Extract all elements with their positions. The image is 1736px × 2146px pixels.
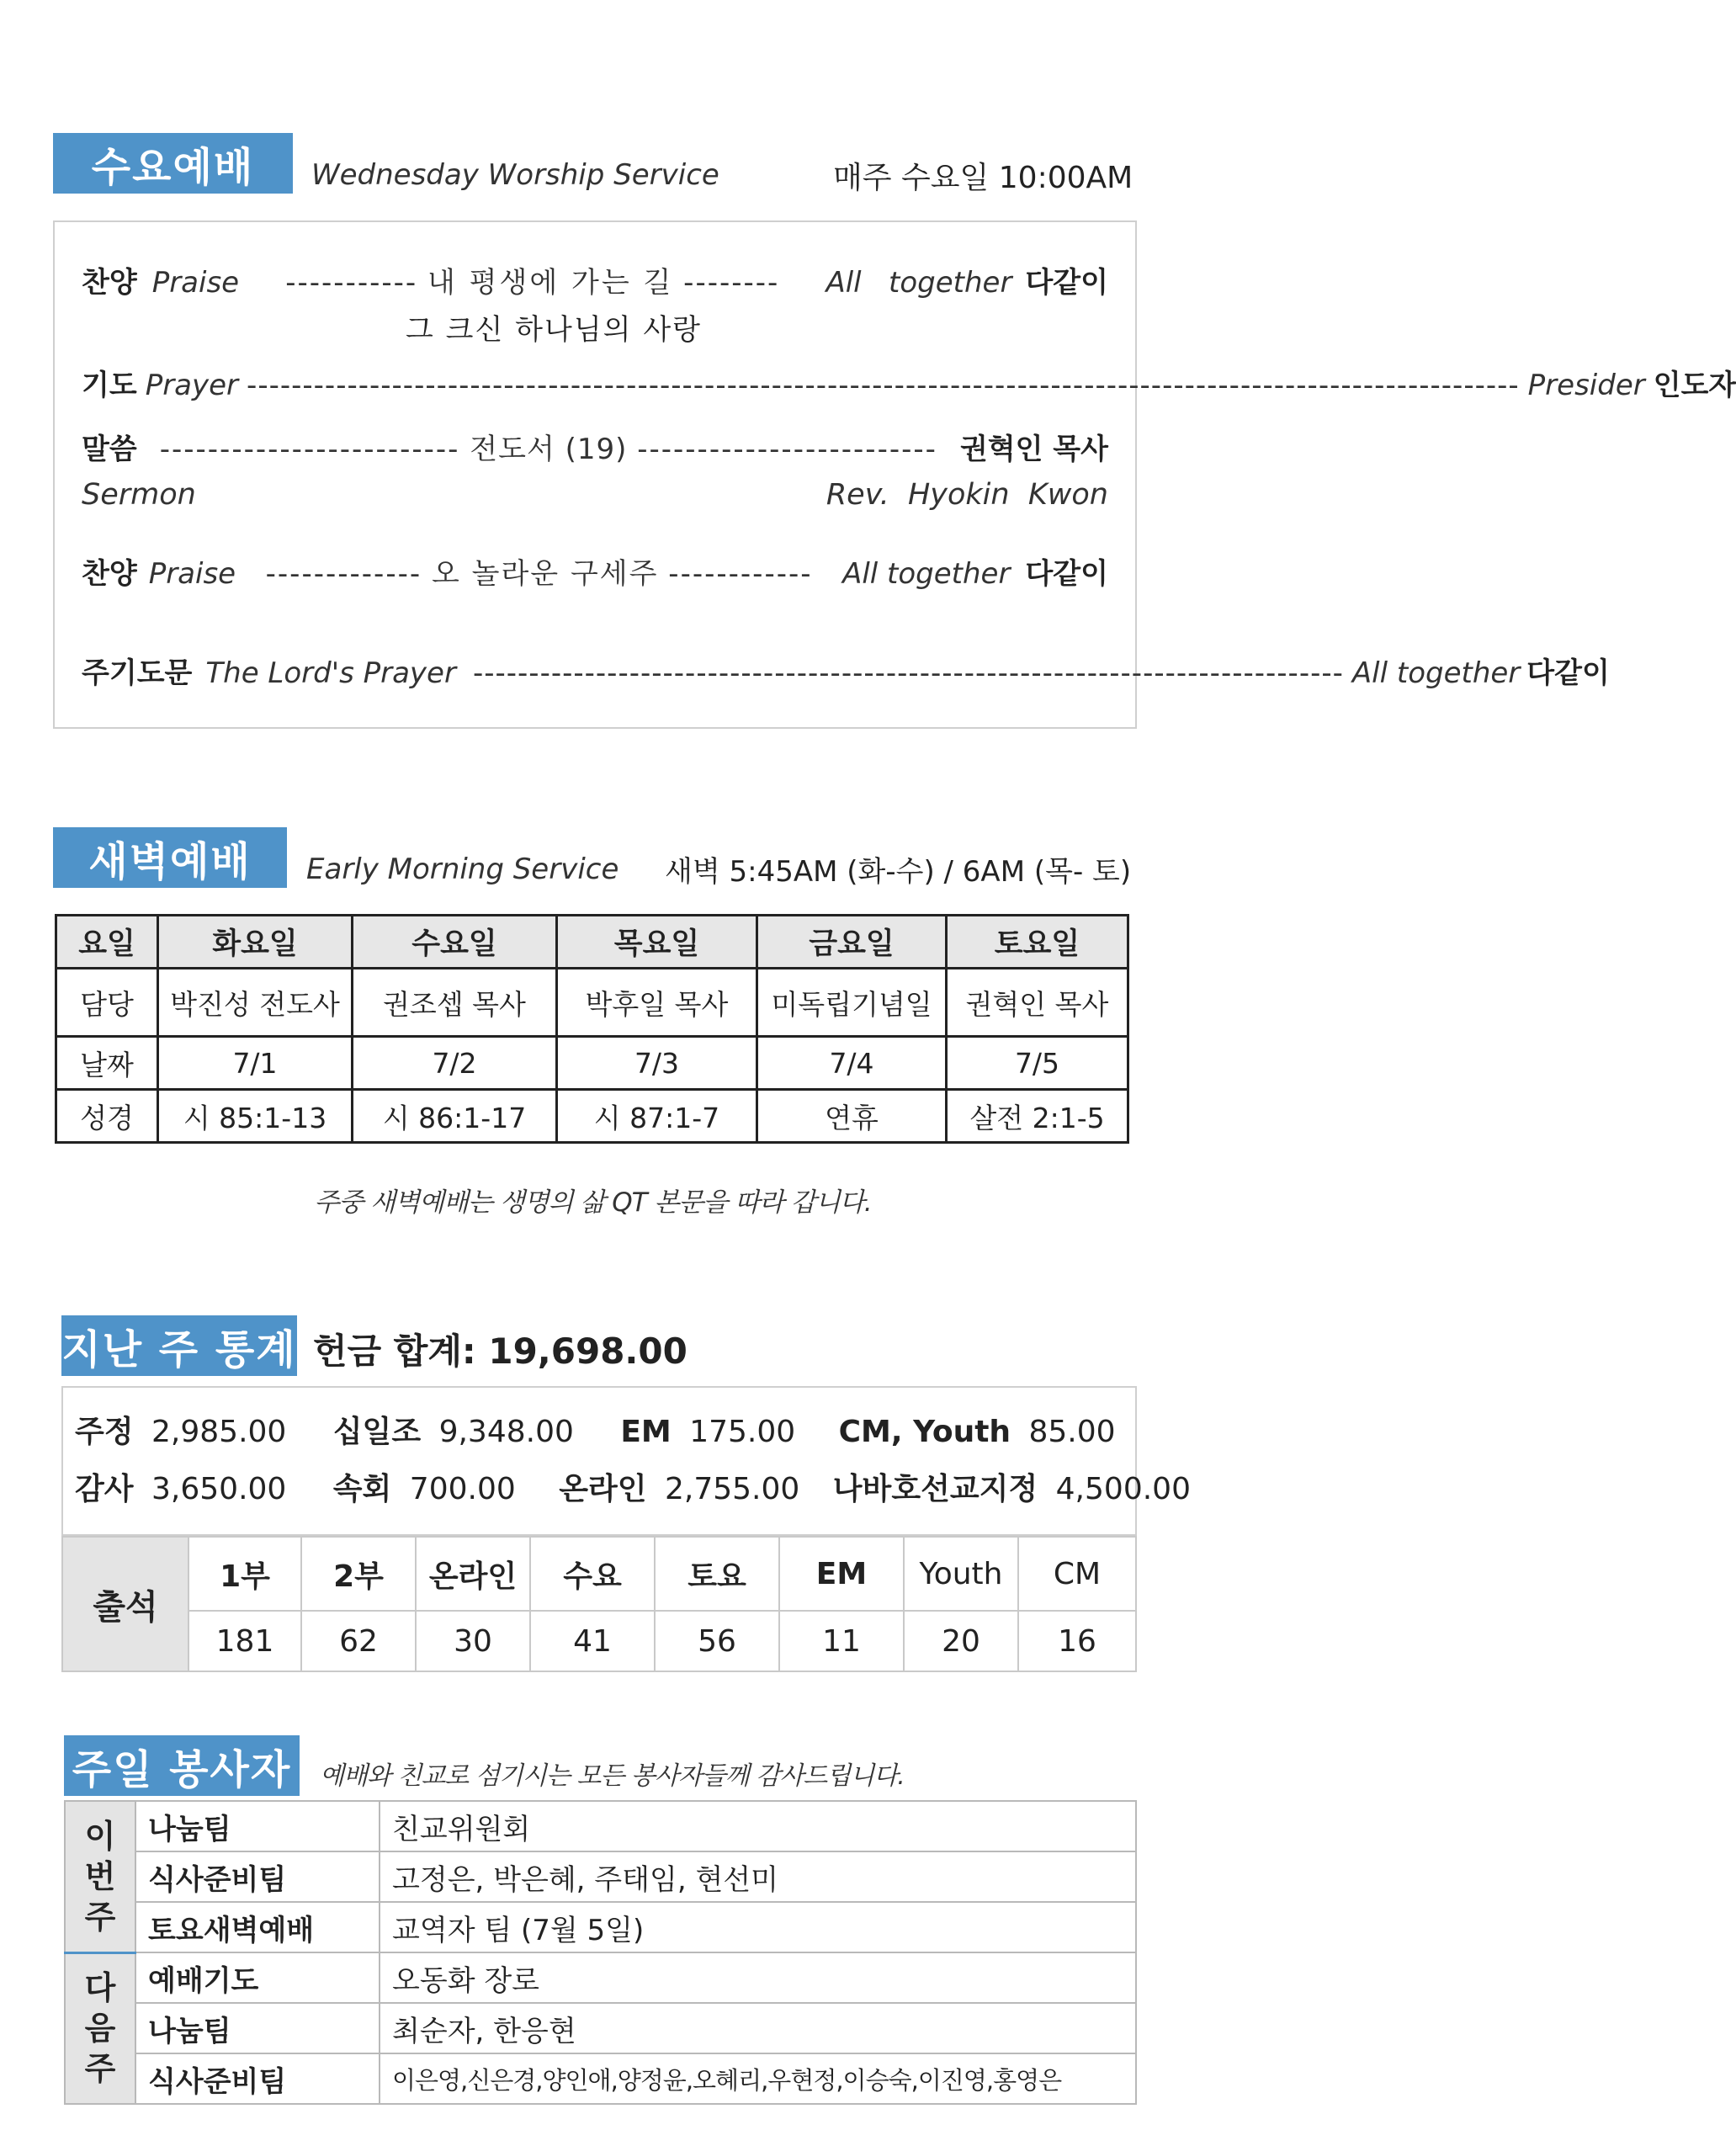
hymn-title: 오 놀라운 구세주 xyxy=(431,557,659,591)
volunteer-role: 나눔팀 xyxy=(135,1801,380,1851)
table-cell: 성경 xyxy=(56,1090,158,1143)
wednesday-subtitle: Wednesday Worship Service xyxy=(311,158,719,192)
table-cell: 7/1 xyxy=(158,1037,353,1090)
offering-label: 감사 xyxy=(75,1472,134,1506)
offering-value: 175.00 xyxy=(689,1415,796,1449)
dash-leader: ------------------------------------------------------------------------------ xyxy=(472,656,1344,690)
hymn-title: 내 평생에 가는 길 xyxy=(427,266,674,300)
table-cell: 박진성 전도사 xyxy=(158,969,353,1037)
program-prayer xyxy=(82,362,1736,403)
next-week-text: 다음주 xyxy=(84,1969,116,2088)
table-row xyxy=(65,2053,1136,2104)
table-row xyxy=(65,1952,1136,2003)
volunteer-role: 토요새벽예배 xyxy=(135,1902,380,1952)
item-en: Praise xyxy=(148,557,236,591)
wednesday-section-title: 수요예배 xyxy=(53,133,293,194)
item-en: The Lord's Prayer xyxy=(205,656,456,690)
table-cell: EM xyxy=(779,1537,904,1611)
table-cell: 7/4 xyxy=(757,1037,947,1090)
table-row xyxy=(65,2003,1136,2053)
dash-leader: ----------- 내 평생에 가는 길 -------- xyxy=(285,266,780,300)
item-role-ko: 다같이 xyxy=(1025,266,1108,300)
this-week-text: 이번주 xyxy=(84,1817,116,1936)
sermon-en: Sermon xyxy=(82,478,196,512)
table-cell: 62 xyxy=(301,1611,416,1671)
dawn-section-title: 새벽예배 xyxy=(53,827,287,888)
table-cell: CM xyxy=(1018,1537,1136,1611)
table-cell: 온라인 xyxy=(416,1537,530,1611)
volunteers-thanks: 예배와 친교로 섬기시는 모든 봉사자들께 감사드립니다. xyxy=(320,1761,905,1791)
table-cell: 16 xyxy=(1018,1611,1136,1671)
table-cell: 화요일 xyxy=(158,916,353,969)
table-cell: Youth xyxy=(904,1537,1018,1611)
volunteer-names: 오동화 장로 xyxy=(380,1952,1136,2003)
item-role-ko: 다같이 xyxy=(1025,557,1108,591)
table-row xyxy=(65,1851,1136,1902)
table-cell: 30 xyxy=(416,1611,530,1671)
offerings-box xyxy=(61,1386,1191,1536)
dawn-note: 주중 새벽예배는 생명의 삶 QT 본문을 따라 갑니다. xyxy=(314,1187,872,1218)
volunteer-names: 고정은, 박은혜, 주태임, 현선미 xyxy=(380,1851,1136,1902)
dash-leader: ------------------------- 전도서 (19) ------------------------- xyxy=(159,433,937,466)
table-row xyxy=(56,969,1128,1037)
offering-total-value: 19,698.00 xyxy=(488,1331,687,1372)
table-cell: 날짜 xyxy=(56,1037,158,1090)
offering-value: 700.00 xyxy=(409,1472,516,1506)
item-role-en: All together xyxy=(842,557,1011,591)
table-cell: 목요일 xyxy=(557,916,757,969)
table-cell: 토요 xyxy=(655,1537,779,1611)
table-row xyxy=(56,1037,1128,1090)
table-cell: 2부 xyxy=(301,1537,416,1611)
volunteer-role: 나눔팀 xyxy=(135,2003,380,2053)
dawn-schedule-table xyxy=(55,914,1129,1144)
wednesday-program-box xyxy=(53,220,1736,729)
volunteer-names: 교역자 팀 (7월 5일) xyxy=(380,1902,1136,1952)
attendance-label: 출석 xyxy=(62,1537,188,1671)
volunteer-names: 최순자, 한응현 xyxy=(380,2003,1136,2053)
dash-leader: ------------- 오 놀라운 구세주 ------------ xyxy=(265,557,813,591)
item-ko: 기도 xyxy=(82,369,137,402)
table-cell: 권혁인 목사 xyxy=(947,969,1128,1037)
item-role-ko: 인도자 xyxy=(1653,369,1736,402)
table-cell: 시 87:1-7 xyxy=(557,1090,757,1143)
offering-total-label: 헌금 합계: xyxy=(313,1331,476,1372)
item-ko: 찬양 xyxy=(82,266,137,300)
table-row xyxy=(65,1902,1136,1952)
offering-value: 85.00 xyxy=(1028,1415,1116,1449)
offering-label: 주정 xyxy=(75,1415,134,1449)
table-cell: 수요일 xyxy=(353,916,557,969)
offerings-row xyxy=(75,1465,1191,1508)
table-cell: 시 86:1-17 xyxy=(353,1090,557,1143)
item-ko: 주기도문 xyxy=(82,656,193,690)
item-ko: 말씀 xyxy=(82,433,137,466)
offering-label: 온라인 xyxy=(559,1472,647,1506)
volunteer-role: 예배기도 xyxy=(135,1952,380,2003)
next-week-label xyxy=(65,1952,135,2104)
wednesday-schedule: 매주 수요일 10:00AM xyxy=(833,161,1133,195)
table-header-row xyxy=(56,916,1128,969)
offering-label: CM, Youth xyxy=(838,1415,1011,1449)
program-praise-1 xyxy=(82,259,1108,300)
dash-leader: ------------------------------------------------------------------------------------------------------------------ xyxy=(247,369,1520,402)
offering-label: 십일조 xyxy=(332,1415,422,1449)
program-praise-2 xyxy=(82,550,1108,592)
table-cell: 연휴 xyxy=(757,1090,947,1143)
table-cell: 7/5 xyxy=(947,1037,1128,1090)
offering-value: 3,650.00 xyxy=(151,1472,287,1506)
offering-label: 속회 xyxy=(332,1472,392,1506)
table-cell: 1부 xyxy=(188,1537,301,1611)
offering-label: 나바호선교지정 xyxy=(832,1472,1038,1506)
volunteer-role: 식사준비팀 xyxy=(135,1851,380,1902)
volunteers-section-title: 주일 봉사자 xyxy=(64,1735,300,1796)
table-cell: 11 xyxy=(779,1611,904,1671)
table-cell: 181 xyxy=(188,1611,301,1671)
stats-section-title: 지난 주 통계 xyxy=(61,1315,297,1376)
table-cell: 담당 xyxy=(56,969,158,1037)
dawn-schedule: 새벽 5:45AM (화-수) / 6AM (목- 토) xyxy=(665,855,1132,889)
program-lords-prayer xyxy=(82,650,1610,691)
table-cell: 41 xyxy=(530,1611,655,1671)
table-cell: 토요일 xyxy=(947,916,1128,969)
item-role-en: Presider xyxy=(1527,369,1645,402)
dawn-subtitle: Early Morning Service xyxy=(306,853,619,886)
item-en: Prayer xyxy=(145,369,239,402)
table-cell: 56 xyxy=(655,1611,779,1671)
table-cell: 7/2 xyxy=(353,1037,557,1090)
program-sermon xyxy=(82,426,1108,467)
table-cell: 시 85:1-13 xyxy=(158,1090,353,1143)
offering-total xyxy=(313,1324,687,1374)
volunteers-table xyxy=(64,1800,1137,2105)
offering-value: 2,985.00 xyxy=(151,1415,287,1449)
table-cell: 살전 2:1-5 xyxy=(947,1090,1128,1143)
table-row xyxy=(56,1090,1128,1143)
offering-value: 9,348.00 xyxy=(438,1415,574,1449)
volunteer-role: 식사준비팀 xyxy=(135,2053,380,2104)
attendance-value-row xyxy=(62,1611,1136,1671)
attendance-table xyxy=(61,1536,1137,1672)
table-cell: 요일 xyxy=(56,916,158,969)
item-role-en: All together xyxy=(1351,656,1521,690)
this-week-label xyxy=(65,1801,135,1952)
table-cell: 금요일 xyxy=(757,916,947,969)
table-cell: 7/3 xyxy=(557,1037,757,1090)
volunteer-names: 친교위원회 xyxy=(380,1801,1136,1851)
offering-value: 4,500.00 xyxy=(1055,1472,1191,1506)
offering-value: 2,755.00 xyxy=(665,1472,800,1506)
preacher-en: Rev. Hyokin Kwon xyxy=(826,478,1108,512)
item-ko: 찬양 xyxy=(82,557,137,591)
table-cell: 박후일 목사 xyxy=(557,969,757,1037)
scripture: 전도서 (19) xyxy=(470,433,628,466)
item-en: Praise xyxy=(151,266,240,300)
offerings-row xyxy=(75,1408,1116,1451)
item-role-ko: 다같이 xyxy=(1526,656,1610,690)
table-row xyxy=(65,1801,1136,1851)
table-cell: 권조셉 목사 xyxy=(353,969,557,1037)
table-cell: 20 xyxy=(904,1611,1018,1671)
offering-label: EM xyxy=(620,1415,672,1449)
hymn-title-2: 그 크신 하나님의 사랑 xyxy=(406,313,703,347)
volunteer-names: 이은영,신은경,양인애,양정윤,오혜리,우현정,이승숙,이진영,홍영은 xyxy=(380,2053,1136,2104)
table-cell: 수요 xyxy=(530,1537,655,1611)
item-role-en: All together xyxy=(826,266,1012,300)
item-role-ko: 권혁인 목사 xyxy=(959,433,1108,466)
table-cell: 미독립기념일 xyxy=(757,969,947,1037)
attendance-header-row xyxy=(62,1537,1136,1611)
